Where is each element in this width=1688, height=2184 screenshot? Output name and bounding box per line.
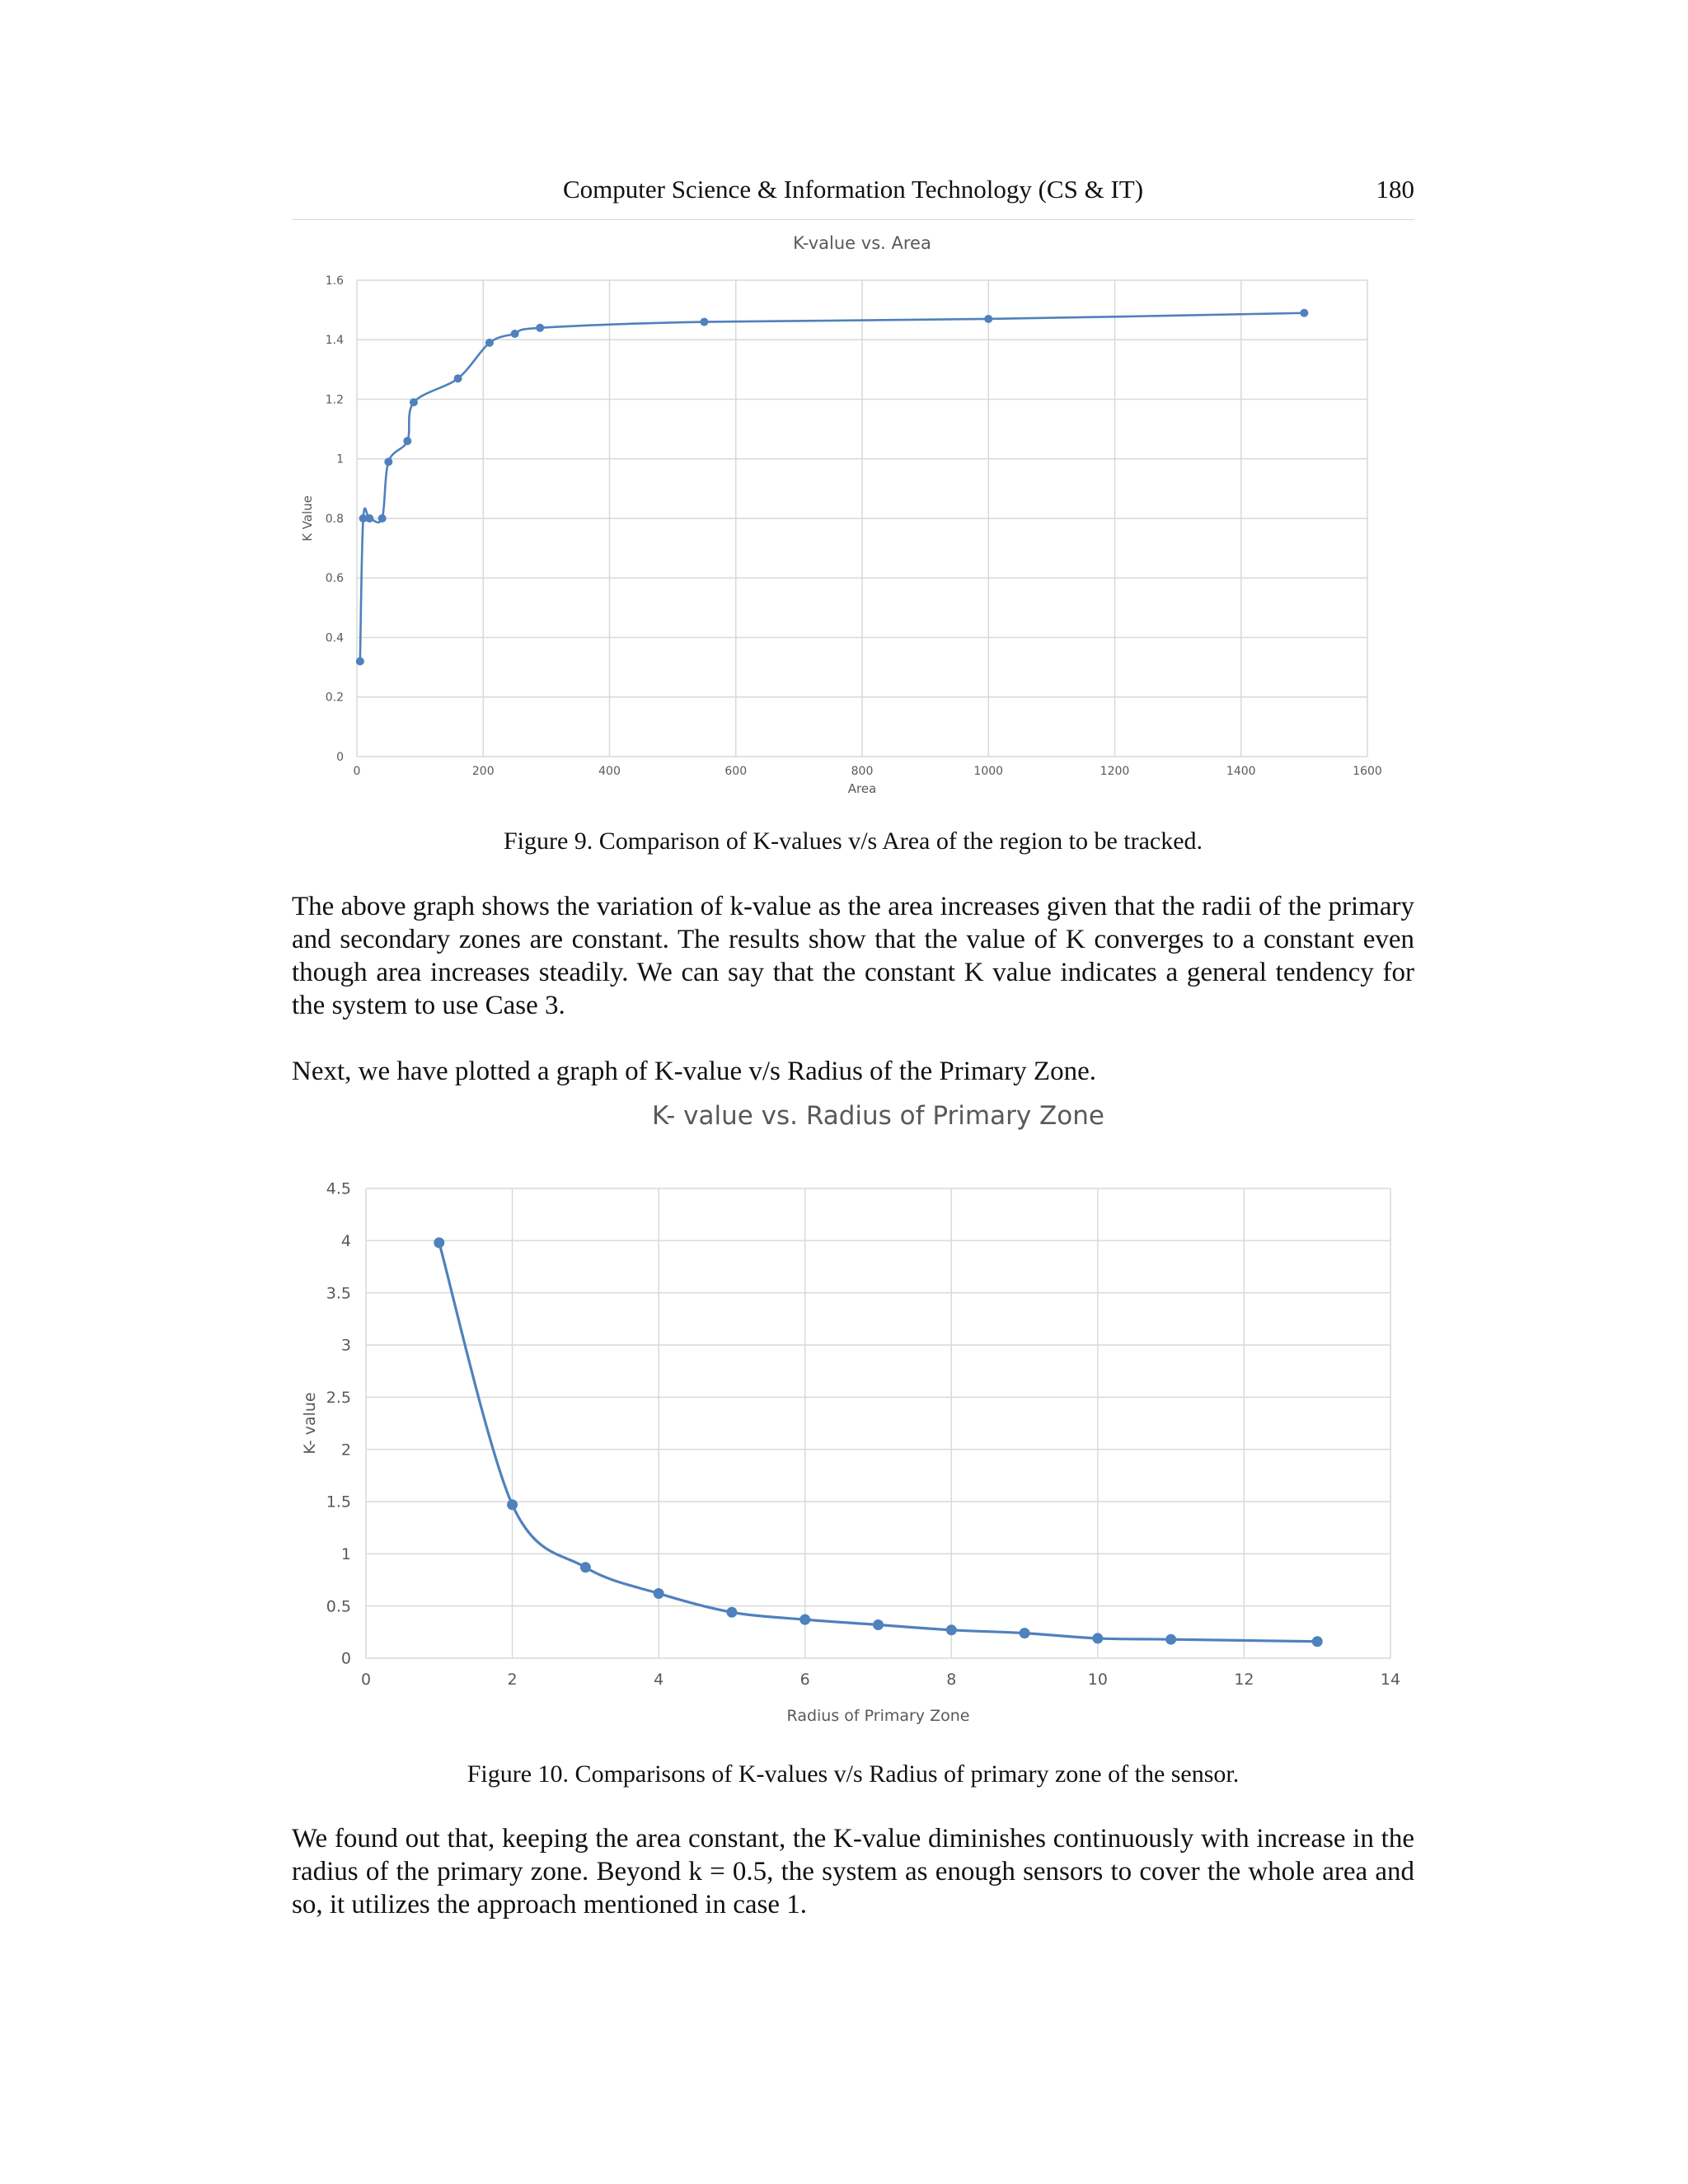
- chart-title: K-value vs. Area: [793, 233, 931, 253]
- y-tick-label: 0.2: [325, 691, 344, 705]
- y-axis-label: K Value: [300, 495, 315, 541]
- y-tick-label: 1.6: [325, 274, 344, 288]
- data-point: [434, 1237, 444, 1248]
- x-tick-label: 2: [507, 1671, 518, 1689]
- series-line: [439, 1243, 1317, 1642]
- data-point: [536, 324, 544, 332]
- data-point: [511, 330, 519, 338]
- data-point: [384, 457, 392, 466]
- x-axis-label: Area: [847, 781, 877, 796]
- data-point: [1312, 1636, 1323, 1647]
- y-tick-label: 0: [340, 1649, 351, 1668]
- x-tick-label: 8: [946, 1671, 957, 1689]
- series-line: [360, 313, 1305, 662]
- y-tick-label: 4: [340, 1231, 351, 1250]
- y-tick-label: 2: [340, 1441, 351, 1460]
- y-tick-label: 0.4: [325, 631, 344, 645]
- x-tick-label: 800: [851, 765, 874, 778]
- y-tick-label: 0.5: [326, 1597, 351, 1616]
- data-point: [726, 1607, 737, 1618]
- figure-9-caption: Figure 9. Comparison of K-values v/s Area of the region to be tracked.: [503, 827, 1203, 855]
- data-point: [700, 318, 708, 326]
- data-point: [1092, 1633, 1103, 1643]
- y-tick-label: 4.5: [326, 1179, 351, 1198]
- y-tick-label: 0.8: [325, 512, 344, 526]
- x-tick-label: 10: [1087, 1671, 1108, 1689]
- data-point: [873, 1619, 884, 1630]
- chart-title: K- value vs. Radius of Primary Zone: [652, 1101, 1104, 1131]
- data-point: [580, 1562, 591, 1572]
- paragraph-2: Next, we have plotted a graph of K-value v/s Radius of the Primary Zone.: [292, 1057, 1096, 1086]
- y-tick-label: 1.2: [325, 393, 344, 407]
- x-tick-label: 0: [360, 1671, 372, 1689]
- data-point: [1300, 309, 1308, 317]
- running-header: [292, 170, 1414, 220]
- x-tick-label: 200: [471, 765, 495, 778]
- data-point: [799, 1615, 810, 1625]
- x-tick-label: 1000: [973, 765, 1004, 778]
- chart-k-value-vs-area: [292, 224, 1414, 809]
- x-tick-label: 400: [598, 765, 621, 778]
- data-point: [1165, 1634, 1176, 1645]
- data-point: [485, 339, 494, 347]
- data-point: [410, 398, 418, 406]
- data-point: [356, 657, 364, 665]
- y-tick-label: 2.5: [326, 1388, 351, 1407]
- x-tick-label: 0: [353, 765, 361, 778]
- y-tick-label: 1.4: [325, 334, 344, 348]
- figure-10-caption: Figure 10. Comparisons of K-values v/s Radius of primary zone of the sensor.: [467, 1760, 1240, 1788]
- x-tick-label: 600: [724, 765, 748, 778]
- x-tick-label: 1400: [1226, 765, 1256, 778]
- data-point: [946, 1624, 957, 1635]
- data-point: [365, 514, 373, 523]
- x-tick-label: 6: [799, 1671, 810, 1689]
- page-number: 180: [1376, 175, 1414, 204]
- x-axis-label: Radius of Primary Zone: [786, 1707, 970, 1725]
- paragraph-3: We found out that, keeping the area constant, the K-value diminishes continuously with increase in the radius of the primary zone. Beyond k = 0.5, the system as enough sensors to cover the whole area and so, it utilizes the approach mentioned in case 1.: [292, 1824, 1414, 1919]
- y-tick-label: 1: [336, 452, 344, 466]
- chart-k-value-vs-radius: [292, 1090, 1414, 1741]
- y-axis-label: K- value: [301, 1392, 319, 1455]
- y-tick-label: 1: [340, 1544, 351, 1563]
- data-point: [378, 514, 387, 523]
- x-tick-label: 4: [654, 1671, 664, 1689]
- data-point: [403, 437, 411, 445]
- x-tick-label: 14: [1380, 1671, 1401, 1689]
- y-tick-label: 0.6: [325, 572, 344, 586]
- x-tick-label: 1600: [1353, 765, 1382, 778]
- x-tick-label: 12: [1234, 1671, 1254, 1689]
- data-point: [454, 374, 462, 382]
- data-point: [507, 1499, 518, 1510]
- paragraph-1: The above graph shows the variation of k-value as the area increases given that the radii of the primary and secondary zones are constant. The results show that the value of K converges to a constant even though area increases steadily. We can say that the constant K value indicates a general tendency for the system to use Case 3.: [292, 892, 1414, 1020]
- data-point: [654, 1588, 664, 1599]
- data-point: [1020, 1628, 1030, 1638]
- y-tick-label: 0: [336, 750, 344, 764]
- data-point: [984, 315, 992, 323]
- x-tick-label: 1200: [1100, 765, 1130, 778]
- y-tick-label: 3: [340, 1336, 351, 1355]
- journal-title: Computer Science & Information Technology (CS & IT): [562, 175, 1144, 204]
- y-tick-label: 3.5: [326, 1284, 351, 1303]
- y-tick-label: 1.5: [326, 1493, 351, 1511]
